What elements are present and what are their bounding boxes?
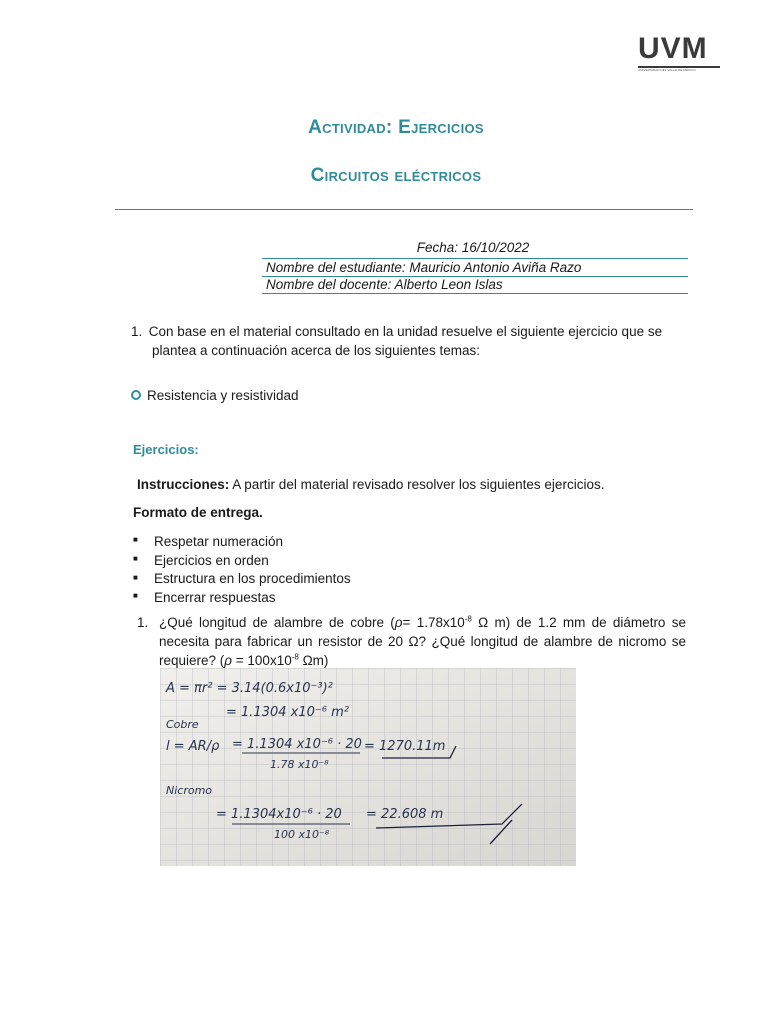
hw-nichrome-numerator: = 1.1304x10⁻⁶ · 20: [216, 807, 342, 822]
bullet-icon: ■: [133, 591, 138, 601]
question-number: 1.: [137, 615, 149, 630]
hw-copper-answer: = 1270.11m: [364, 739, 446, 754]
list-item: ■ Encerrar respuestas: [133, 589, 351, 608]
intro-paragraph: [131, 322, 687, 360]
hw-nichrome-label: Nicromo: [166, 784, 213, 797]
bullet-icon: ■: [133, 572, 138, 582]
logo-subtitle: UNIVERSIDAD DEL VALLE DE MÉXICO: [638, 68, 696, 72]
date-line: Fecha: 16/10/2022: [416, 240, 530, 255]
format-heading: Formato de entrega.: [133, 505, 263, 520]
exercises-heading: Ejercicios:: [133, 442, 199, 457]
hw-area-formula: A = πr² = 3.14(0.6x10⁻³)²: [166, 681, 333, 696]
logo-text: UVM: [638, 32, 708, 65]
hw-length-formula: l = AR/ρ: [166, 739, 220, 754]
question-text: ¿Qué longitud de alambre de cobre ($\rho= 1.78x10^{-8}$ Ω m) de 1.2 mm de diámetro se necesita para fabricar un resistor de 20 Ω? ¿Qué longitud de alambre de nicromo se requiere? ($\rho = 100x10^{-8}$ Ωm): [159, 614, 686, 668]
teacher-name: Nombre del docente: Alberto Leon Islas: [262, 276, 688, 294]
hw-copper-label: Cobre: [166, 718, 199, 731]
student-name: Nombre del estudiante: Mauricio Antonio Aviña Razo: [262, 258, 688, 277]
uvm-logo: [638, 34, 720, 74]
list-item: ■ Respetar numeración: [133, 533, 351, 552]
question-1: [137, 613, 686, 670]
bullet-icon: ■: [133, 553, 138, 563]
bullet-icon: ■: [133, 535, 138, 545]
list-item: ■ Ejercicios en orden: [133, 552, 351, 571]
hw-area-value: = 1.1304 x10⁻⁶ m²: [226, 705, 349, 720]
handwritten-solution-photo: [160, 668, 576, 866]
hw-nichrome-denominator: 100 x10⁻⁸: [274, 828, 330, 841]
instructions: [137, 477, 604, 492]
document-subtitle: Circuitos eléctricos: [310, 165, 482, 186]
document-title: Actividad: Ejercicios: [308, 117, 484, 138]
intro-line1: Con base en el material consultado en la unidad resuelve el siguiente ejercicio que se: [148, 324, 663, 339]
hw-nichrome-answer: = 22.608 m: [366, 807, 444, 822]
list-item: ■ Estructura en los procedimientos: [133, 570, 351, 589]
title-divider: [115, 209, 693, 210]
intro-number: 1.: [131, 324, 143, 339]
hw-copper-numerator: = 1.1304 x10⁻⁶ · 20: [232, 737, 362, 752]
grid-paper: [160, 668, 576, 866]
format-list: [133, 533, 351, 608]
intro-line2: plantea a continuación acerca de los siguientes temas:: [152, 343, 480, 358]
topic-label: Resistencia y resistividad: [147, 388, 299, 403]
topic-item: [131, 388, 299, 403]
instructions-label: Instrucciones:: [137, 477, 230, 492]
circle-bullet-icon: [131, 390, 141, 400]
hw-copper-denominator: 1.78 x10⁻⁸: [270, 758, 329, 771]
instructions-text: A partir del material revisado resolver los siguientes ejercicios.: [229, 477, 605, 492]
